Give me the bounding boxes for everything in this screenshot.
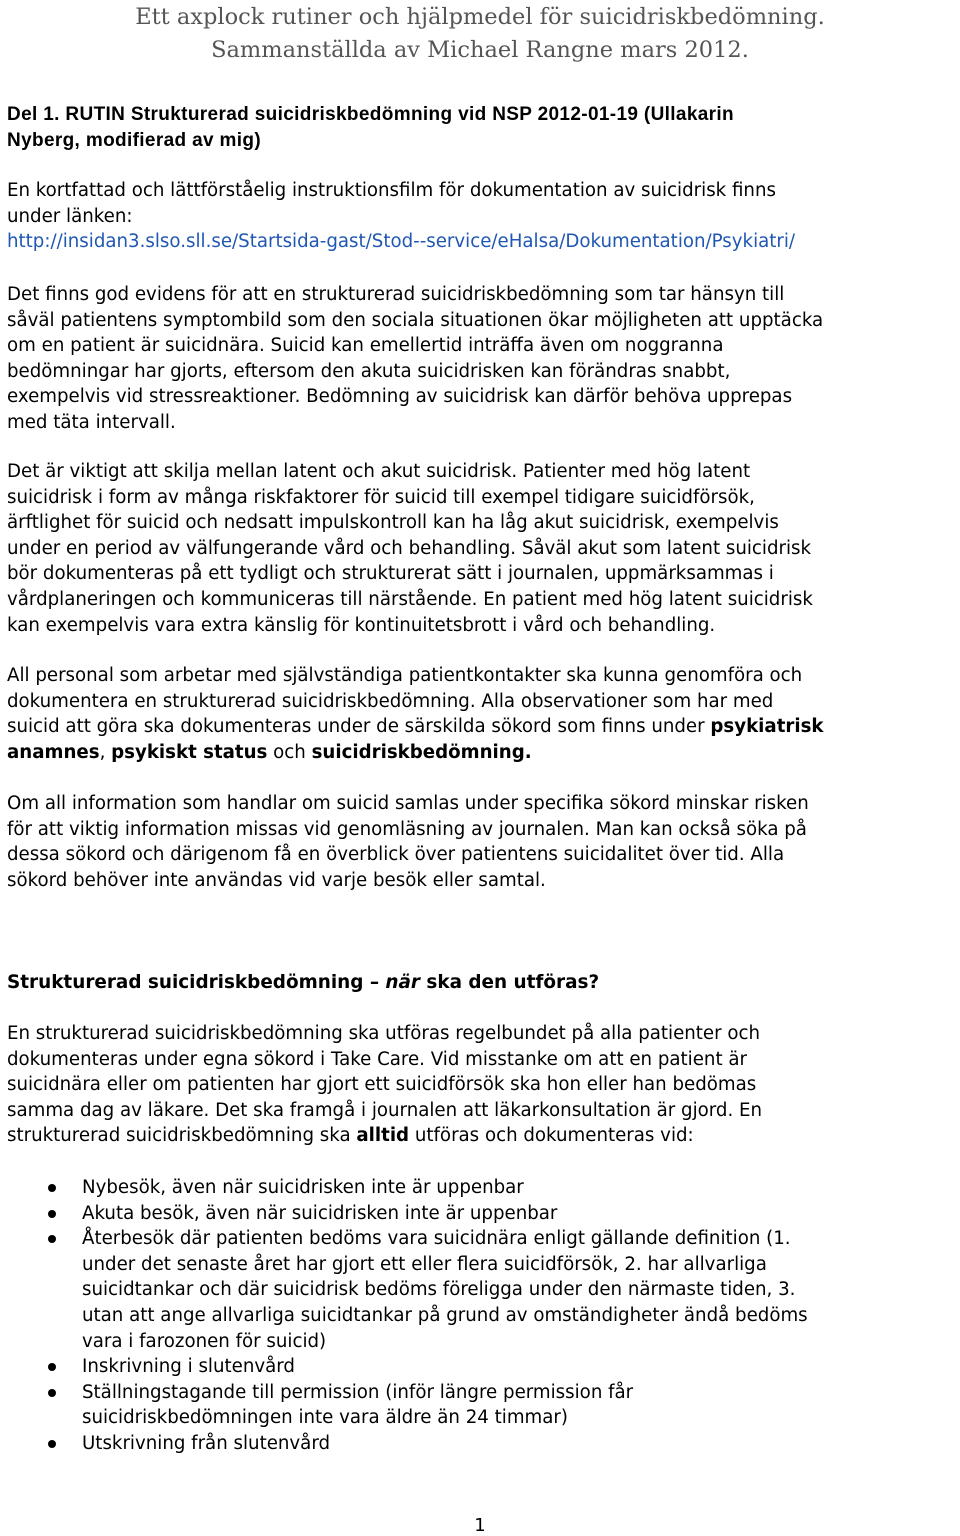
paragraph-evidence [7,282,955,436]
paragraph-line: för att viktig information missas vid genomläsning av journalen. Man kan också söka på [7,818,807,840]
text-run: strukturerad suicidriskbedömning ska [7,1125,357,1147]
paragraph-staff [7,663,955,765]
text-run: och [267,741,312,763]
text-run: utföras och dokumenteras vid: [409,1125,694,1147]
paragraph-line: dessa sökord och därigenom få en överblick över patientens suicidalitet över tid. Alla [7,844,785,866]
list-item-line: suicidriskbedömningen inte vara äldre än 24 timmar) [82,1407,568,1429]
intro-line-1: En kortfattad och lättförståelig instruktionsfilm för dokumentation av suicidrisk finns [7,180,776,201]
occasion-list [7,1175,955,1457]
keyword-suicidriskbedomning: suicidriskbedömning. [311,741,532,763]
paragraph-search-terms [7,791,955,893]
paragraph-line: såväl patientens symptombild som den sociala situationen ökar möjligheten att upptäcka [7,309,824,331]
bullet-icon [48,1354,56,1380]
paragraph-line: En strukturerad suicidriskbedömning ska utföras regelbundet på alla patienter och [7,1023,761,1044]
paragraph-line: suicidnära eller om patienten har gjort ett suicidförsök ska hon eller han bedömas [7,1074,757,1096]
list-item-line: Ställningstagande till permission (inför längre permission får [82,1381,634,1403]
paragraph-line: vårdplaneringen och kommuniceras till närstående. En patient med hög latent suicidrisk [7,588,813,610]
subheading-when [7,970,955,996]
list-item [7,1201,955,1227]
heading-line-2: Nyberg, modifierad av mig) [7,130,262,151]
paragraph-line: dokumenteras under egna sökord i Take Care. Vid misstanke om att en patient är [7,1048,747,1070]
bullet-icon [48,1201,56,1227]
list-item [7,1175,955,1201]
paragraph-line [7,1123,955,1149]
section-heading [7,102,955,154]
paragraph-line: om en patient är suicidnära. Suicid kan emellertid inträffa även om noggranna [7,335,724,357]
list-item [7,1431,955,1457]
list-item-line: suicidtankar och där suicidrisk bedöms föreligga under den närmaste tiden, 3. [82,1279,796,1301]
instruction-film-link[interactable]: http://insidan3.slso.sll.se/Startsida-gast/Stod--service/eHalsa/Dokumentation/Psykiatri/ [7,231,796,253]
paragraph-line: samma dag av läkare. Det ska framgå i journalen att läkarkonsultation är gjord. En [7,1099,763,1121]
paragraph-latent-acute [7,459,955,638]
paragraph-line [7,740,955,766]
text-run: ska den utföras? [420,972,600,993]
paragraph-line: ärftlighet för suicid och nedsatt impulskontroll kan ha låg akut suicidrisk, exempelvis [7,512,779,534]
paragraph-line: bör dokumenteras på ett tydligt och strukturerat sätt i journalen, uppmärksammas i [7,563,774,585]
bullet-icon [48,1226,56,1252]
keyword-psykiatrisk: psykiatrisk [710,716,824,738]
paragraph-line: All personal som arbetar med självständiga patientkontakter ska kunna genomföra och [7,665,803,686]
subheading-line [7,970,955,996]
paragraph-line: sökord behöver inte användas vid varje besök eller samtal. [7,869,546,891]
intro-line-2: under länken: [7,205,133,227]
bullet-icon [48,1431,56,1457]
bullet-icon [48,1175,56,1201]
heading-line-1: Del 1. RUTIN Strukturerad suicidriskbedömning vid NSP 2012-01-19 (Ullakarin [7,104,735,125]
text-run: Strukturerad suicidriskbedömning – [7,972,386,993]
list-item-line: Återbesök där patienten bedöms vara suicidnära enligt gällande definition (1. [82,1228,791,1250]
list-item-line: Akuta besök, även när suicidrisken inte är uppenbar [82,1202,558,1224]
list-item-line: Nybesök, även när suicidrisken inte är uppenbar [82,1177,524,1198]
bullet-icon [48,1380,56,1406]
text-run: suicid att göra ska dokumenteras under de särskilda sökord som finns under [7,716,711,738]
list-item-line: vara i farozonen för suicid) [82,1330,327,1352]
list-item-line: Utskrivning från slutenvård [82,1432,331,1454]
keyword-psykiskt-status: psykiskt status [111,741,268,763]
intro-paragraph [7,178,955,255]
paragraph-line: under en period av välfungerande vård och behandling. Såväl akut som latent suicidrisk [7,537,812,559]
list-item-line: under det senaste året har gjort ett eller flera suicidförsök, 2. har allvarliga [82,1253,767,1275]
paragraph-when [7,1021,955,1149]
paragraph-lines [7,1021,955,1123]
keyword-alltid: alltid [356,1125,410,1147]
paragraph-line: med täta intervall. [7,411,176,433]
paragraph-line: Det finns god evidens för att en strukturerad suicidriskbedömning som tar hänsyn till [7,284,785,305]
paragraph-line: Om all information som handlar om suicid samlas under specifika sökord minskar risken [7,793,809,814]
list-item-line: utan att ange allvarliga suicidtankar på grund av omständigheter ändå bedöms [82,1304,808,1326]
paragraph-line: Det är viktigt att skilja mellan latent och akut suicidrisk. Patienter med hög latent [7,461,751,482]
list-item [7,1354,955,1380]
list-item [7,1226,955,1354]
list-item-line: Inskrivning i slutenvård [82,1356,295,1378]
page-number: 1 [474,1515,486,1536]
text-run-italic: när [385,972,420,993]
keyword-anamnes: anamnes [7,741,100,763]
list-item [7,1380,955,1431]
paragraph-line [7,714,955,740]
paragraph-line: kan exempelvis vara extra känslig för kontinuitetsbrott i vård och behandling. [7,614,716,636]
paragraph-line: suicidrisk i form av många riskfaktorer för suicid till exempel tidigare suicidförsök, [7,486,755,508]
paragraph-line: bedömningar har gjorts, eftersom den akuta suicidrisken kan förändras snabbt, [7,360,731,382]
header-line-1: Ett axplock rutiner och hjälpmedel för suicidriskbedömning. [135,4,825,30]
paragraph-line: exempelvis vid stressreaktioner. Bedömning av suicidrisk kan därför behöva upprepas [7,386,793,408]
text-run: , [99,741,112,763]
header-line-2: Sammanställda av Michael Rangne mars 2012. [211,37,749,63]
paragraph-line: dokumentera en strukturerad suicidriskbedömning. Alla observationer som har med [7,690,774,712]
